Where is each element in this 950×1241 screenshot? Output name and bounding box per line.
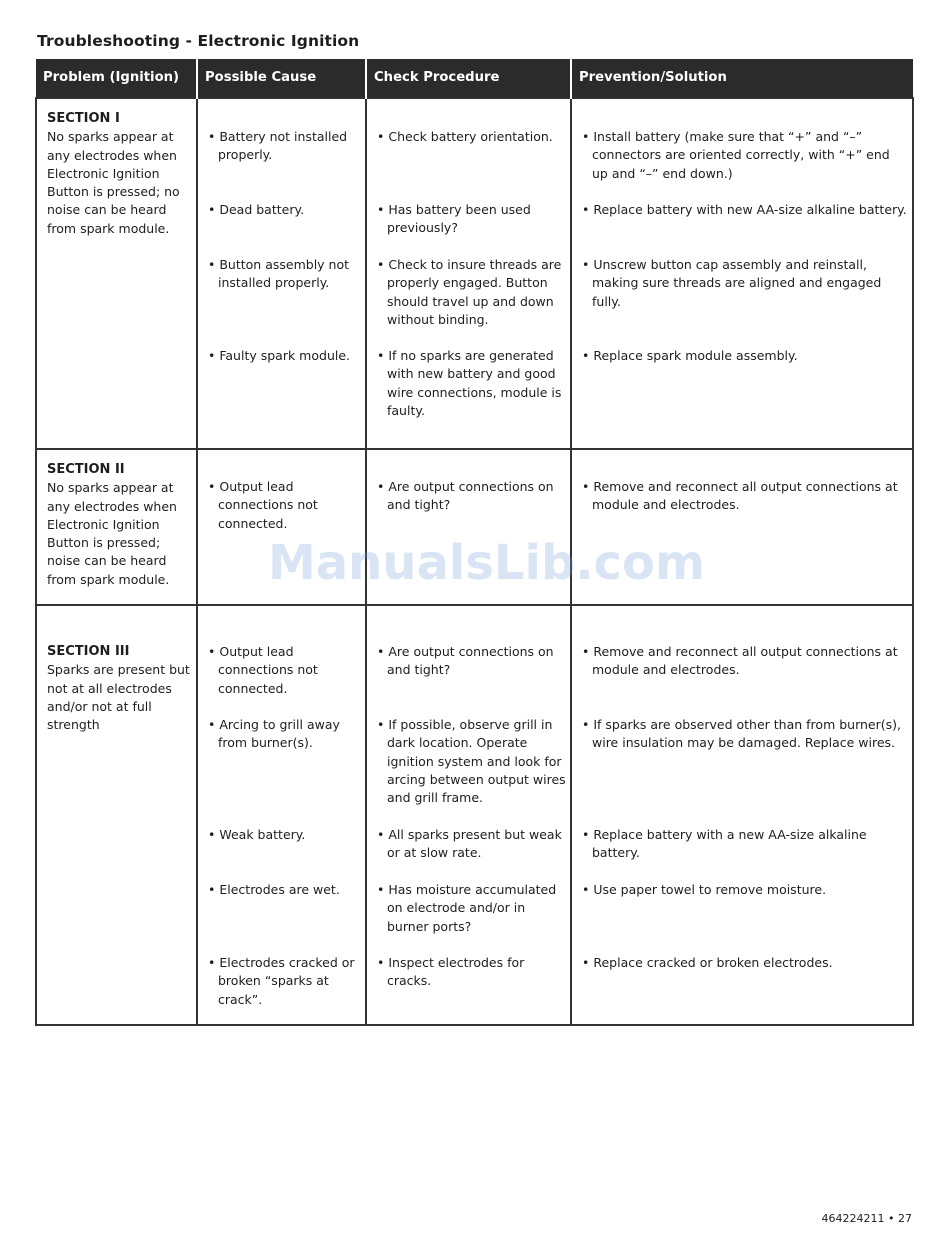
- cause-cell: [197, 605, 366, 1025]
- check-item: • Check battery orientation.: [377, 128, 566, 146]
- check-item: • Are output connections on and tight?: [377, 478, 566, 515]
- solution-cell: [571, 605, 913, 1025]
- check-item: • If no sparks are generated with new battery and good wire connections, module is faulty.: [377, 347, 566, 420]
- cause-item: • Output lead connections not connected.: [208, 478, 361, 533]
- page-title: Troubleshooting - Electronic Ignition: [37, 32, 360, 50]
- section-row: [36, 98, 913, 449]
- check-cell: [366, 449, 571, 605]
- cause-item: • Electrodes are wet.: [208, 881, 361, 899]
- column-header-problem: Problem (Ignition): [36, 59, 197, 98]
- section-heading: SECTION III: [47, 644, 130, 659]
- cause-item: • Battery not installed properly.: [208, 128, 361, 165]
- cause-item: • Electrodes cracked or broken “sparks at crack”.: [208, 954, 361, 1009]
- solution-item: • Unscrew button cap assembly and reinstall, making sure threads are aligned and engaged fully.: [582, 256, 908, 311]
- solution-item: • If sparks are observed other than from burner(s), wire insulation may be damaged. Replace wires.: [582, 716, 908, 753]
- solution-item: • Replace battery with new AA-size alkaline battery.: [582, 201, 908, 219]
- section-heading: SECTION II: [47, 462, 125, 477]
- problem-cell: [36, 98, 197, 449]
- solution-cell: [571, 449, 913, 605]
- check-item: • Are output connections on and tight?: [377, 643, 566, 680]
- solution-cell: [571, 98, 913, 449]
- solution-item: • Replace spark module assembly.: [582, 347, 908, 365]
- problem-description: No sparks appear at any electrodes when Electronic Ignition Button is pressed; no noise can be heard from spark module.: [47, 129, 180, 236]
- page-number: 464224211 • 27: [821, 1212, 912, 1225]
- check-item: • Has moisture accumulated on electrode and/or in burner ports?: [377, 881, 566, 936]
- solution-item: • Remove and reconnect all output connections at module and electrodes.: [582, 643, 908, 680]
- column-header-cause: Possible Cause: [197, 59, 366, 98]
- solution-item: • Replace battery with a new AA-size alkaline battery.: [582, 826, 908, 863]
- problem-cell: [36, 605, 197, 1025]
- check-item: • Has battery been used previously?: [377, 201, 566, 238]
- column-header-check: Check Procedure: [366, 59, 571, 98]
- cause-cell: [197, 449, 366, 605]
- solution-item: • Use paper towel to remove moisture.: [582, 881, 908, 899]
- cause-item: • Faulty spark module.: [208, 347, 361, 365]
- solution-item: • Install battery (make sure that “+” and “–” connectors are oriented correctly, with “+” end up and “–” end down.): [582, 128, 908, 183]
- cause-cell: [197, 98, 366, 449]
- cause-item: • Arcing to grill away from burner(s).: [208, 716, 361, 753]
- section-row: [36, 605, 913, 1025]
- cause-item: • Button assembly not installed properly.: [208, 256, 361, 293]
- problem-cell: [36, 449, 197, 605]
- watermark: ManualsLib.com: [268, 535, 705, 591]
- cause-item: • Dead battery.: [208, 201, 361, 219]
- check-item: • All sparks present but weak or at slow rate.: [377, 826, 566, 863]
- cause-item: • Weak battery.: [208, 826, 361, 844]
- section-row: [36, 449, 913, 605]
- problem-description: No sparks appear at any electrodes when Electronic Ignition Button is pressed; noise can be heard from spark module.: [47, 480, 177, 587]
- section-heading: SECTION I: [47, 111, 120, 126]
- cause-item: • Output lead connections not connected.: [208, 643, 361, 698]
- check-item: • If possible, observe grill in dark location. Operate ignition system and look for arcing between output wires and grill frame.: [377, 716, 566, 807]
- check-item: • Inspect electrodes for cracks.: [377, 954, 566, 991]
- check-cell: [366, 605, 571, 1025]
- check-cell: [366, 98, 571, 449]
- solution-item: • Replace cracked or broken electrodes.: [582, 954, 908, 972]
- check-item: • Check to insure threads are properly engaged. Button should travel up and down without binding.: [377, 256, 566, 329]
- solution-item: • Remove and reconnect all output connections at module and electrodes.: [582, 478, 908, 515]
- column-header-solution: Prevention/Solution: [571, 59, 913, 98]
- header-row: [36, 59, 913, 98]
- problem-description: Sparks are present but not at all electrodes and/or not at full strength: [47, 662, 190, 733]
- troubleshooting-table: [35, 59, 914, 1026]
